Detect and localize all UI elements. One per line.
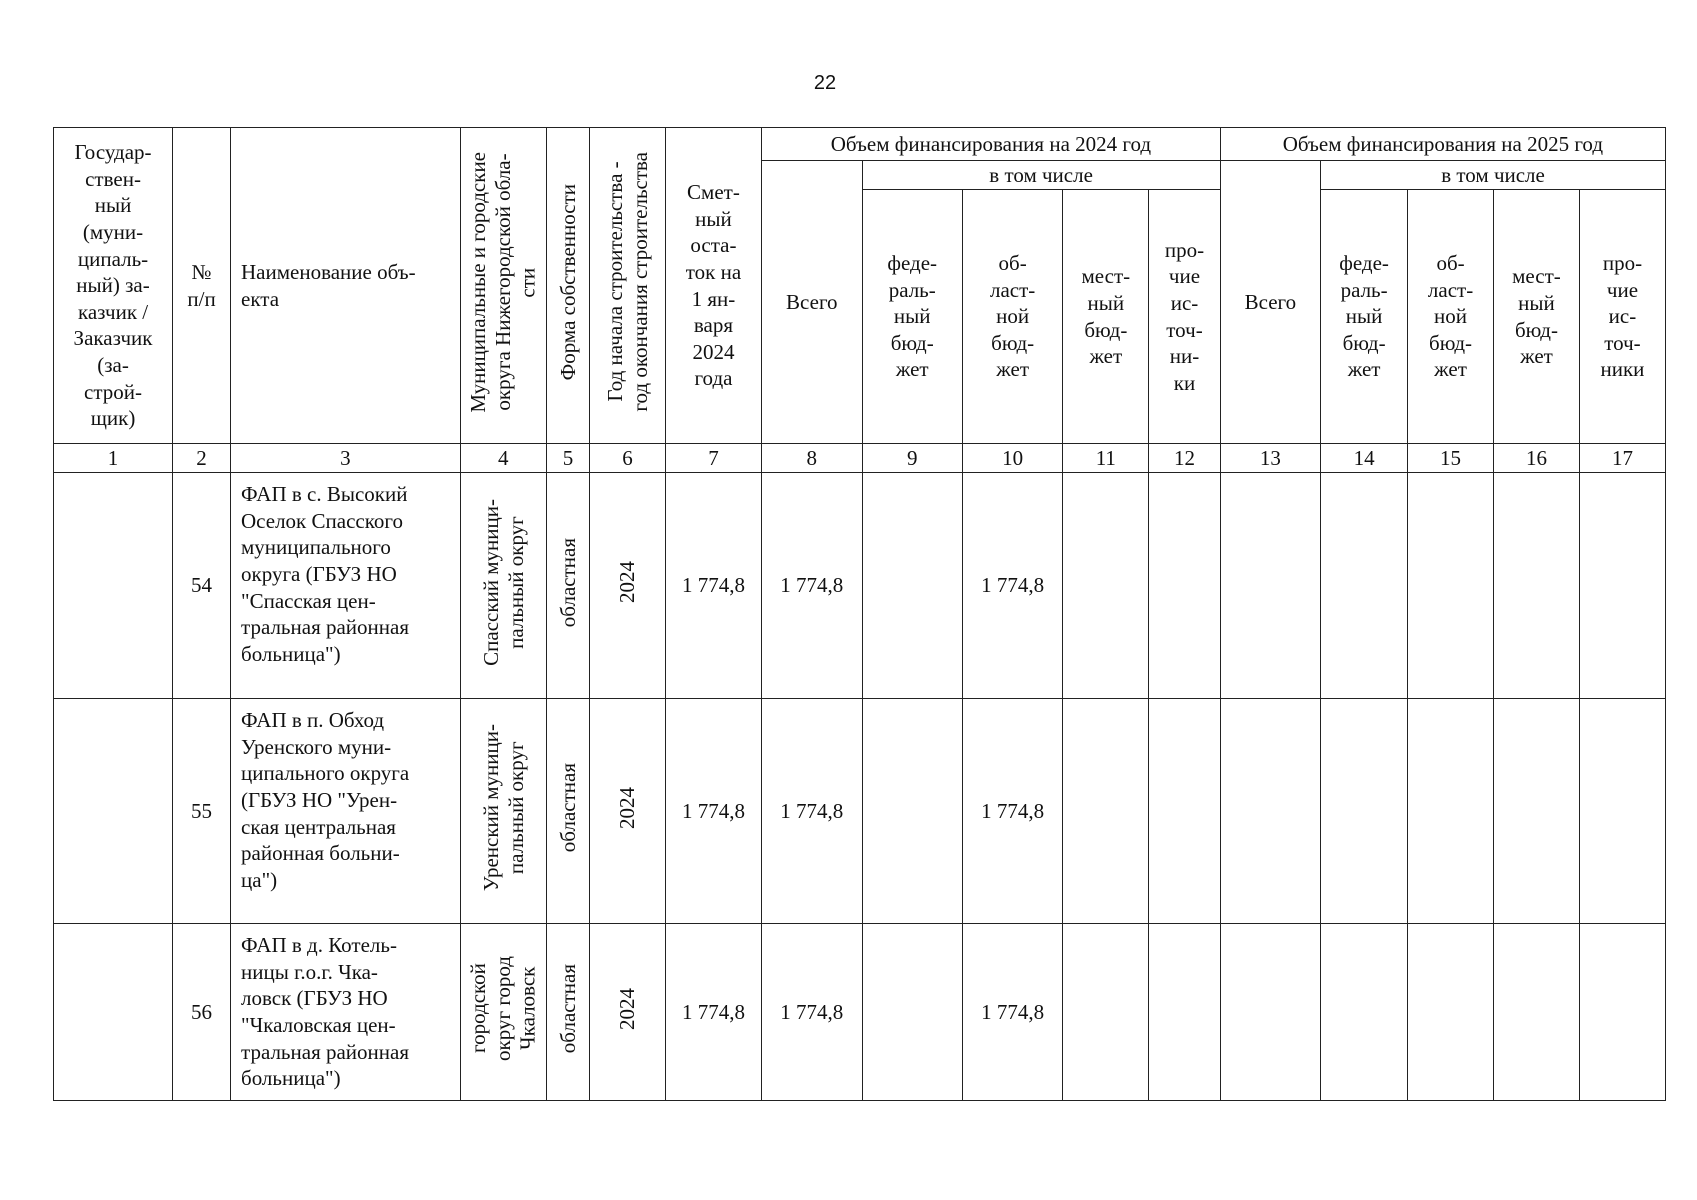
local-2025-cell xyxy=(1494,699,1580,924)
municipality-cell: городской округ город Чкаловск xyxy=(460,924,546,1101)
ownership-cell: областная xyxy=(546,924,589,1101)
estimate-cell: 1 774,8 xyxy=(665,473,761,699)
column-number: 5 xyxy=(546,444,589,473)
regional-2025-cell xyxy=(1408,699,1494,924)
total-2025-cell xyxy=(1220,473,1320,699)
other-2024-cell xyxy=(1149,473,1220,699)
table-row xyxy=(54,699,1666,924)
column-number: 10 xyxy=(962,444,1062,473)
header-estimate-balance: Смет- ный оста- ток на 1 ян- варя 2024 года xyxy=(665,128,761,444)
financing-table xyxy=(53,127,1666,1101)
customer-cell xyxy=(54,699,173,924)
column-number: 8 xyxy=(762,444,862,473)
table-row xyxy=(54,924,1666,1101)
ownership-cell: областная xyxy=(546,699,589,924)
column-number: 6 xyxy=(590,444,666,473)
object-name-cell: ФАП в с. Высокий Оселок Спасского муниципального округа (ГБУЗ НО "Спасская цен- тральная районная больница") xyxy=(231,473,461,699)
column-number: 15 xyxy=(1408,444,1494,473)
other-2025-cell xyxy=(1579,699,1665,924)
other-2024-cell xyxy=(1149,699,1220,924)
ownership-cell: областная xyxy=(546,473,589,699)
customer-cell xyxy=(54,473,173,699)
column-number: 1 xyxy=(54,444,173,473)
row-number-cell: 55 xyxy=(173,699,231,924)
regional-2024-cell: 1 774,8 xyxy=(962,473,1062,699)
object-name-cell: ФАП в д. Котель- ницы г.о.г. Чка- ловск (ГБУЗ НО "Чкаловская цен- тральная районная больница") xyxy=(231,924,461,1101)
column-number: 14 xyxy=(1321,444,1408,473)
header-other-2025: про- чие ис- точ- ники xyxy=(1579,190,1665,444)
header-federal-2025: феде- раль- ный бюд- жет xyxy=(1321,190,1408,444)
header-row-1 xyxy=(54,128,1666,161)
municipality-cell: Спасский муници- пальный округ xyxy=(460,473,546,699)
column-number: 7 xyxy=(665,444,761,473)
local-2024-cell xyxy=(1063,699,1149,924)
estimate-cell: 1 774,8 xyxy=(665,699,761,924)
header-local-2024: мест- ный бюд- жет xyxy=(1063,190,1149,444)
column-number: 17 xyxy=(1579,444,1665,473)
header-object-name: Наименование объ- екта xyxy=(231,128,461,444)
other-2025-cell xyxy=(1579,473,1665,699)
header-including-2024: в том числе xyxy=(862,161,1220,190)
total-2024-cell: 1 774,8 xyxy=(762,699,862,924)
federal-2025-cell xyxy=(1321,924,1408,1101)
row-number-cell: 56 xyxy=(173,924,231,1101)
column-number: 2 xyxy=(173,444,231,473)
header-municipality: Муниципальные и городские округа Нижегородской обла- сти xyxy=(460,128,546,444)
local-2025-cell xyxy=(1494,473,1580,699)
column-number: 13 xyxy=(1220,444,1320,473)
row-number-cell: 54 xyxy=(173,473,231,699)
regional-2024-cell: 1 774,8 xyxy=(962,924,1062,1101)
header-total-2024: Всего xyxy=(762,161,862,444)
header-regional-2025: об- ласт- ной бюд- жет xyxy=(1408,190,1494,444)
federal-2025-cell xyxy=(1321,699,1408,924)
header-including-2025: в том числе xyxy=(1321,161,1666,190)
column-number: 11 xyxy=(1063,444,1149,473)
column-number-row xyxy=(54,444,1666,473)
total-2024-cell: 1 774,8 xyxy=(762,473,862,699)
customer-cell xyxy=(54,924,173,1101)
local-2024-cell xyxy=(1063,473,1149,699)
federal-2024-cell xyxy=(862,924,962,1101)
page-number: 22 xyxy=(813,72,837,94)
other-2025-cell xyxy=(1579,924,1665,1101)
header-total-2025: Всего xyxy=(1220,161,1320,444)
estimate-cell: 1 774,8 xyxy=(665,924,761,1101)
header-row-number: № п/п xyxy=(173,128,231,444)
table-row xyxy=(54,473,1666,699)
total-2025-cell xyxy=(1220,924,1320,1101)
years-cell: 2024 xyxy=(590,473,666,699)
total-2024-cell: 1 774,8 xyxy=(762,924,862,1101)
local-2024-cell xyxy=(1063,924,1149,1101)
federal-2024-cell xyxy=(862,699,962,924)
local-2025-cell xyxy=(1494,924,1580,1101)
header-regional-2024: об- ласт- ной бюд- жет xyxy=(962,190,1062,444)
regional-2025-cell xyxy=(1408,473,1494,699)
years-cell: 2024 xyxy=(590,699,666,924)
federal-2024-cell xyxy=(862,473,962,699)
object-name-cell: ФАП в п. Обход Уренского муни- ципального округа (ГБУЗ НО "Урен- ская центральная районная больни- ца") xyxy=(231,699,461,924)
other-2024-cell xyxy=(1149,924,1220,1101)
column-number: 4 xyxy=(460,444,546,473)
column-number: 9 xyxy=(862,444,962,473)
regional-2025-cell xyxy=(1408,924,1494,1101)
federal-2025-cell xyxy=(1321,473,1408,699)
header-customer: Государ- ствен- ный (муни- ципаль- ный) за- казчик / Заказчик (за- строй- щик) xyxy=(54,128,173,444)
years-cell: 2024 xyxy=(590,924,666,1101)
header-ownership: Форма собственности xyxy=(546,128,589,444)
header-local-2025: мест- ный бюд- жет xyxy=(1494,190,1580,444)
column-number: 16 xyxy=(1494,444,1580,473)
header-construction-years: Год начала строительства - год окончания строительства xyxy=(590,128,666,444)
header-financing-2025: Объем финансирования на 2025 год xyxy=(1220,128,1665,161)
header-financing-2024: Объем финансирования на 2024 год xyxy=(762,128,1221,161)
header-federal-2024: феде- раль- ный бюд- жет xyxy=(862,190,962,444)
total-2025-cell xyxy=(1220,699,1320,924)
column-number: 12 xyxy=(1149,444,1220,473)
municipality-cell: Уренский муници- пальный округ xyxy=(460,699,546,924)
header-other-2024: про- чие ис- точ- ни- ки xyxy=(1149,190,1220,444)
regional-2024-cell: 1 774,8 xyxy=(962,699,1062,924)
column-number: 3 xyxy=(231,444,461,473)
